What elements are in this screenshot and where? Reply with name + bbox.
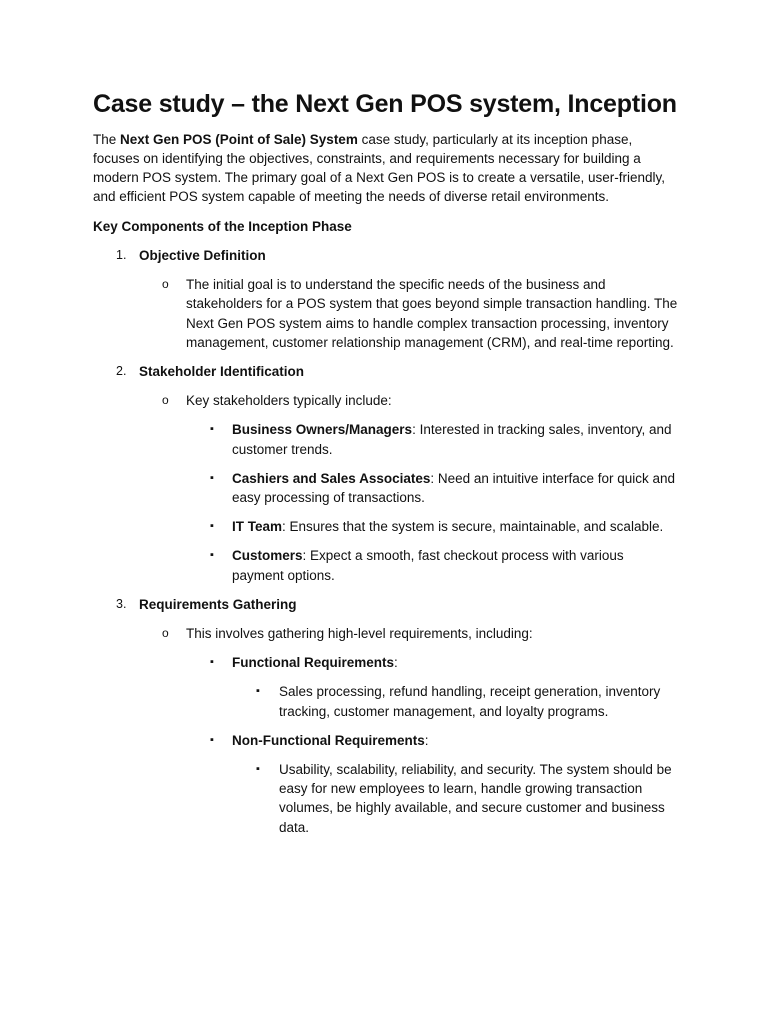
circle-bullet-icon: o <box>162 393 169 408</box>
intro-rest: case study, particularly at its inception phase, focuses on identifying the objectives, constraints, and requirements necessary for building a modern POS system. The primary goal of a Next Gen POS is to create a versatile, user-friendly, and efficient POS system capable of meeting the needs of diverse retail environments. <box>93 132 665 204</box>
square-bullet-icon: ▪ <box>210 656 214 669</box>
square-bullet-icon: ▪ <box>210 733 214 746</box>
stakeholder-item <box>93 420 678 458</box>
functional-requirements-detail <box>93 682 678 720</box>
stakeholder-name: IT Team <box>232 519 283 535</box>
stakeholder-item <box>93 546 678 584</box>
stakeholder-description: : Expect a smooth, fast checkout process with various payment options. <box>232 548 624 583</box>
document-page <box>93 86 678 837</box>
requirements-intro-text: This involves gathering high-level requirements, including: <box>186 626 533 642</box>
stakeholder-description: : Ensures that the system is secure, maintainable, and scalable. <box>282 519 664 535</box>
list-number: 3. <box>116 596 127 611</box>
non-functional-requirements-item <box>93 731 678 750</box>
intro-bold-term: Next Gen POS (Point of Sale) System <box>120 132 358 147</box>
circle-bullet-icon: o <box>162 626 169 641</box>
functional-requirements-item <box>93 653 678 672</box>
section-requirements-gathering <box>93 595 678 614</box>
stakeholder-item <box>93 517 678 536</box>
square-bullet-icon: ▪ <box>256 685 260 698</box>
stakeholder-name: Customers <box>232 548 303 564</box>
circle-bullet-icon: o <box>162 277 169 292</box>
stakeholder-item <box>93 469 678 507</box>
section-title: Stakeholder Identification <box>139 364 305 380</box>
section-title: Requirements Gathering <box>139 596 297 612</box>
stakeholder-description: : Need an intuitive interface for quick and easy processing of transactions. <box>232 470 676 506</box>
requirements-intro-bullet <box>93 624 678 643</box>
square-bullet-icon: ▪ <box>210 471 214 484</box>
label-colon: : <box>424 732 429 748</box>
section-objective-definition <box>93 246 678 265</box>
square-bullet-icon: ▪ <box>210 549 214 562</box>
document-title: Case study – the Next Gen POS system, Inception <box>93 90 677 118</box>
stakeholder-name: Business Owners/Managers <box>232 422 413 438</box>
functional-requirements-label: Functional Requirements <box>232 655 395 671</box>
stakeholder-description: : Interested in tracking sales, inventory, and customer trends. <box>232 422 672 457</box>
square-bullet-icon: ▪ <box>256 763 260 776</box>
objective-bullet <box>93 275 678 352</box>
key-components-heading: Key Components of the Inception Phase <box>93 219 352 234</box>
objective-text: The initial goal is to understand the specific needs of the business and stakeholders for a POS system that goes beyond simple transaction handling. The Next Gen POS system aims to handle complex transaction processing, inventory management, customer relationship management (CRM), and real-time reporting. <box>186 277 678 350</box>
square-bullet-icon: ▪ <box>210 520 214 533</box>
stakeholder-name: Cashiers and Sales Associates <box>232 470 431 486</box>
non-functional-requirements-detail <box>93 760 678 837</box>
list-number: 1. <box>116 248 127 262</box>
square-bullet-icon: ▪ <box>210 423 214 436</box>
stakeholder-intro-bullet <box>93 391 678 410</box>
stakeholder-intro-text: Key stakeholders typically include: <box>186 393 392 409</box>
non-functional-detail-text: Usability, scalability, reliability, and security. The system should be easy for new employees to learn, handle growing transaction volumes, be highly available, and secure customer and business data. <box>279 762 672 835</box>
intro-paragraph <box>93 130 678 206</box>
intro-prefix: The <box>93 132 121 147</box>
section-stakeholder-identification <box>93 362 678 381</box>
section-title: Objective Definition <box>139 248 266 263</box>
list-number: 2. <box>116 364 127 379</box>
functional-detail-text: Sales processing, refund handling, receipt generation, inventory tracking, customer management, and loyalty programs. <box>279 684 661 719</box>
label-colon: : <box>394 655 398 671</box>
non-functional-requirements-label: Non-Functional Requirements <box>232 732 425 748</box>
